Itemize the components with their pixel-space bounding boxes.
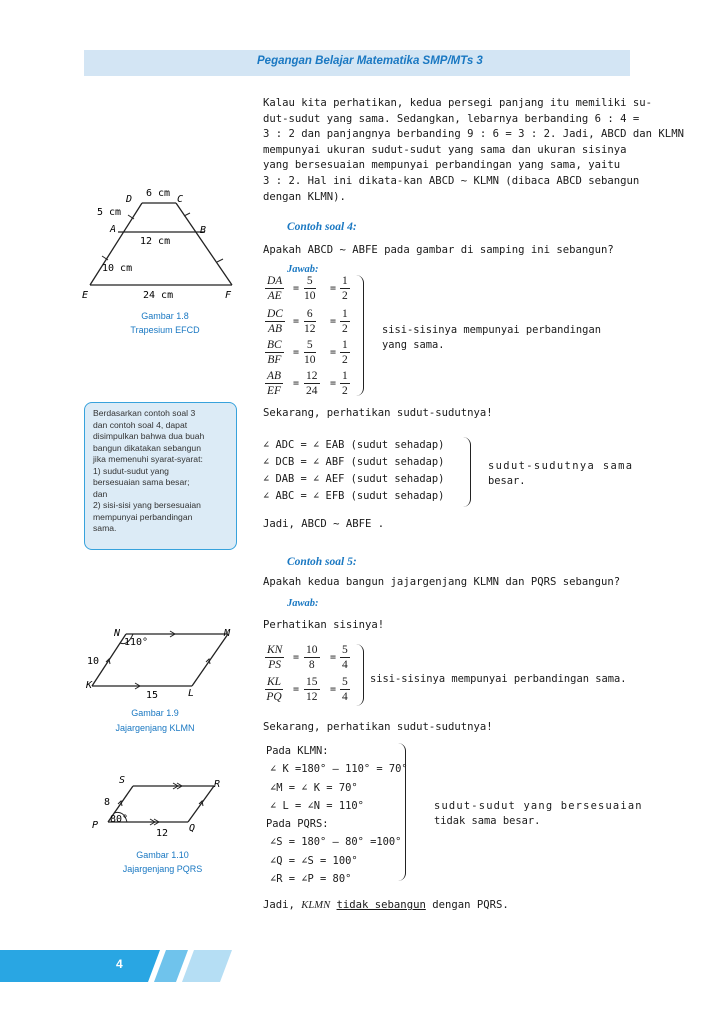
ratio-mid bbox=[304, 338, 316, 367]
ratio-den: AB bbox=[267, 323, 283, 335]
curly-brace bbox=[356, 644, 364, 706]
ratio-num: 5 bbox=[342, 644, 348, 656]
example5-sides-intro: Perhatikan sisinya! bbox=[263, 619, 385, 631]
ratio-num: 1 bbox=[342, 339, 348, 351]
ratio-num: KN bbox=[267, 644, 283, 656]
figure-1-10-caption-title: Jajargenjang PQRS bbox=[122, 864, 203, 874]
angle-line: Pada PQRS: bbox=[266, 818, 329, 831]
side-note-line: sisi-sisinya mempunyai perbandingan bbox=[382, 324, 601, 336]
ratio-num: 1 bbox=[342, 308, 348, 320]
intro-line: 3 : 2 dan panjangnya berbanding 9 : 6 = 3 : 2. Jadi, ABCD dan KLMN bbox=[263, 128, 684, 141]
side-note-line: tidak sama besar. bbox=[434, 815, 541, 827]
vertex-label: S bbox=[119, 775, 126, 786]
ratio-left bbox=[265, 643, 284, 672]
box-line: bangun dikatakan sebangun bbox=[93, 442, 201, 453]
box-line: bersesuaian sama besar; bbox=[93, 477, 190, 487]
vertex-label: R bbox=[214, 779, 221, 790]
ratio-num: KL bbox=[267, 676, 282, 688]
side-label: 15 bbox=[146, 690, 159, 701]
angle-line: ∠ K =180° – 110° = 70° bbox=[270, 763, 408, 776]
equals-sign: = bbox=[293, 283, 300, 294]
ratio-num: 10 bbox=[306, 644, 318, 656]
intro-line: 3 : 2. Hal ini dikata-kan ABCD ~ KLMN (dibaca ABCD sebangun bbox=[263, 174, 640, 187]
ratio-right bbox=[340, 369, 350, 398]
angle-line: ∠ DCB = ∠ ABF (sudut sehadap) bbox=[263, 456, 445, 468]
vertex-label: F bbox=[225, 290, 232, 301]
ratio-den: 8 bbox=[308, 659, 315, 671]
angle-label: 80° bbox=[110, 814, 129, 825]
example5-conclusion bbox=[263, 899, 509, 911]
equals-sign: = bbox=[330, 283, 337, 294]
page-number: 4 bbox=[116, 957, 123, 971]
vertex-label: A bbox=[110, 224, 117, 235]
ratio-left bbox=[265, 274, 284, 303]
example5-angle-lines bbox=[266, 742, 408, 888]
ratio-den: PS bbox=[268, 659, 282, 671]
side-label: 24 cm bbox=[143, 290, 174, 301]
example4-title: Contoh soal 4: bbox=[287, 221, 357, 233]
ratio-den: PQ bbox=[266, 691, 282, 703]
figure-1-8-caption-number: Gambar 1.8 bbox=[141, 311, 189, 321]
angle-line: Pada KLMN: bbox=[266, 745, 329, 757]
example5-answer-label: Jawab: bbox=[287, 598, 319, 609]
intro-line: mempunyai ukuran sudut-sudut yang sama dan ukuran sisinya bbox=[263, 143, 627, 156]
equals-sign: = bbox=[330, 684, 337, 695]
ratio-mid bbox=[304, 307, 316, 336]
ratio-den: 4 bbox=[342, 691, 348, 703]
side-label: 12 bbox=[156, 828, 169, 839]
conclusion-negation: tidak sebangun bbox=[336, 899, 426, 911]
box-line: 2) sisi-sisi yang bersesuaian bbox=[93, 500, 201, 510]
ratio-left bbox=[265, 369, 283, 398]
equals-sign: = bbox=[293, 347, 300, 358]
ratio-num: AB bbox=[267, 370, 282, 382]
ratio-left bbox=[265, 338, 284, 367]
box-line: sama. bbox=[93, 523, 117, 533]
ratio-num: DC bbox=[267, 308, 283, 320]
side-note-line: besar. bbox=[488, 475, 526, 487]
box-line: 1) sudut-sudut yang bbox=[93, 465, 169, 476]
ratio-left bbox=[265, 307, 285, 336]
equals-sign: = bbox=[293, 684, 300, 695]
ratio-num: DA bbox=[267, 275, 283, 287]
ratio-right bbox=[340, 338, 350, 367]
ratio-den: 10 bbox=[304, 290, 316, 302]
angle-line: ∠ L = ∠N = 110° bbox=[270, 799, 364, 812]
vertex-label: L bbox=[188, 688, 195, 699]
side-note-line: sudut-sudut yang bersesuaian bbox=[434, 800, 643, 812]
side-label: 10 bbox=[87, 656, 100, 667]
vertex-label: C bbox=[177, 194, 184, 205]
example5-angles-intro: Sekarang, perhatikan sudut-sudutnya! bbox=[263, 721, 493, 733]
side-note-line: yang sama. bbox=[382, 339, 445, 351]
vertex-label: B bbox=[200, 225, 207, 236]
running-header: Pegangan Belajar Matematika SMP/MTs 3 bbox=[257, 55, 483, 67]
example5-side-note: sisi-sisinya mempunyai perbandingan sama. bbox=[370, 673, 627, 685]
equals-sign: = bbox=[330, 316, 337, 327]
ratio-den: 2 bbox=[342, 323, 348, 335]
ratio-mid bbox=[304, 643, 320, 672]
example5-angles-note bbox=[434, 799, 643, 829]
angle-line: ∠Q = ∠S = 100° bbox=[270, 854, 358, 867]
ratio-num: 1 bbox=[342, 370, 348, 382]
intro-line: dut-sudut yang sama. Sedangkan, lebarnya berbanding 6 : 4 = bbox=[263, 112, 640, 125]
angle-line: ∠ ADC = ∠ EAB (sudut sehadap) bbox=[263, 439, 445, 451]
figure-1-9-caption-number: Gambar 1.9 bbox=[131, 708, 179, 718]
ratio-den: 10 bbox=[304, 354, 316, 366]
example5-title: Contoh soal 5: bbox=[287, 556, 357, 568]
example5-question: Apakah kedua bangun jajargenjang KLMN dan PQRS sebangun? bbox=[263, 576, 621, 588]
ratio-num: 5 bbox=[342, 676, 348, 688]
equals-sign: = bbox=[293, 652, 300, 663]
angle-line: ∠ DAB = ∠ AEF (sudut sehadap) bbox=[263, 473, 445, 485]
ratio-den: BF bbox=[267, 354, 282, 366]
curly-brace bbox=[356, 275, 364, 396]
ratio-mid bbox=[304, 369, 320, 398]
vertex-label: P bbox=[92, 820, 99, 831]
ratio-den: 2 bbox=[342, 290, 348, 302]
ratio-mid bbox=[304, 274, 316, 303]
side-label: 5 cm bbox=[97, 207, 122, 218]
ratio-den: 4 bbox=[342, 659, 348, 671]
ratio-num: 6 bbox=[304, 307, 316, 322]
equals-sign: = bbox=[330, 347, 337, 358]
summary-box-text bbox=[93, 408, 233, 535]
ratio-den: EF bbox=[267, 385, 282, 397]
angle-line: ∠S = 180° – 80° =100° bbox=[270, 836, 402, 849]
ratio-num: 5 bbox=[304, 338, 316, 353]
box-line: jika memenuhi syarat-syarat: bbox=[93, 454, 203, 464]
vertex-label: D bbox=[126, 194, 133, 205]
ratio-right bbox=[340, 675, 350, 704]
side-label: 6 cm bbox=[146, 188, 171, 199]
ratio-den: 12 bbox=[306, 691, 318, 703]
ratio-den: 12 bbox=[304, 323, 316, 335]
ratio-right bbox=[340, 643, 350, 672]
ratio-right bbox=[340, 274, 350, 303]
vertex-label: Q bbox=[189, 823, 196, 834]
ratio-den: 2 bbox=[342, 354, 348, 366]
ratio-mid bbox=[304, 675, 320, 704]
ratio-den: 2 bbox=[342, 385, 348, 397]
side-label: 12 cm bbox=[140, 236, 171, 247]
figure-1-8-caption-title: Trapesium EFCD bbox=[130, 325, 200, 335]
trapezoid-figure bbox=[80, 182, 250, 302]
intro-line: dengan KLMN). bbox=[263, 190, 346, 203]
example4-question: Apakah ABCD ~ ABFE pada gambar di samping ini sebangun? bbox=[263, 244, 614, 256]
conclusion-shape: KLMN bbox=[301, 900, 331, 911]
box-line: Berdasarkan contoh soal 3 bbox=[93, 408, 196, 418]
side-note-line: sudut-sudutnya sama bbox=[488, 460, 634, 472]
box-line: disimpulkan bahwa dua buah bbox=[93, 431, 205, 441]
angle-line: ∠ ABC = ∠ EFB (sudut sehadap) bbox=[263, 490, 445, 502]
angle-line: ∠R = ∠P = 80° bbox=[270, 873, 352, 886]
side-label: 8 bbox=[104, 797, 111, 808]
parallelogram-klmn-figure bbox=[84, 622, 244, 702]
figure-1-9-caption-title: Jajargenjang KLMN bbox=[115, 723, 195, 733]
example4-angles-intro: Sekarang, perhatikan sudut-sudutnya! bbox=[263, 407, 493, 419]
intro-line: yang bersesuaian mempunyai perbandingan yang sama, yaitu bbox=[263, 159, 621, 172]
angle-label: 110° bbox=[124, 637, 149, 648]
parallelogram-pqrs-figure bbox=[88, 770, 238, 842]
curly-brace bbox=[398, 743, 406, 881]
angle-line: ∠M = ∠ K = 70° bbox=[270, 781, 358, 794]
figure-1-10-caption-number: Gambar 1.10 bbox=[136, 850, 189, 860]
intro-line: Kalau kita perhatikan, kedua persegi panjang itu memiliki su- bbox=[263, 97, 653, 109]
ratio-den: 24 bbox=[306, 385, 318, 397]
example4-answer-label: Jawab: bbox=[287, 264, 319, 275]
ratio-num: 15 bbox=[306, 676, 318, 688]
side-label: 10 cm bbox=[102, 263, 133, 274]
vertex-label: K bbox=[86, 680, 93, 691]
example4-side-note bbox=[382, 323, 601, 353]
ratio-num: 1 bbox=[342, 275, 348, 287]
box-line: dan bbox=[93, 488, 108, 499]
ratio-num: BC bbox=[267, 339, 282, 351]
conclusion-prefix: Jadi, bbox=[263, 899, 302, 911]
equals-sign: = bbox=[293, 316, 300, 327]
vertex-label: M bbox=[224, 628, 231, 639]
ratio-num: 5 bbox=[304, 274, 316, 289]
curly-brace bbox=[463, 437, 471, 507]
ratio-right bbox=[340, 307, 350, 336]
conclusion-suffix: dengan PQRS. bbox=[425, 899, 509, 911]
vertex-label: N bbox=[114, 628, 121, 639]
example4-angles-note bbox=[488, 459, 633, 489]
example4-conclusion: Jadi, ABCD ~ ABFE . bbox=[263, 518, 385, 530]
equals-sign: = bbox=[330, 652, 337, 663]
vertex-label: E bbox=[82, 290, 89, 301]
ratio-num: 12 bbox=[306, 370, 318, 382]
intro-paragraph bbox=[263, 96, 684, 205]
ratio-left bbox=[265, 675, 283, 704]
box-line: mempunyai perbandingan bbox=[93, 511, 193, 522]
box-line: dan contoh soal 4, dapat bbox=[93, 419, 188, 430]
ratio-den: AE bbox=[267, 290, 282, 302]
equals-sign: = bbox=[293, 378, 300, 389]
equals-sign: = bbox=[330, 378, 337, 389]
